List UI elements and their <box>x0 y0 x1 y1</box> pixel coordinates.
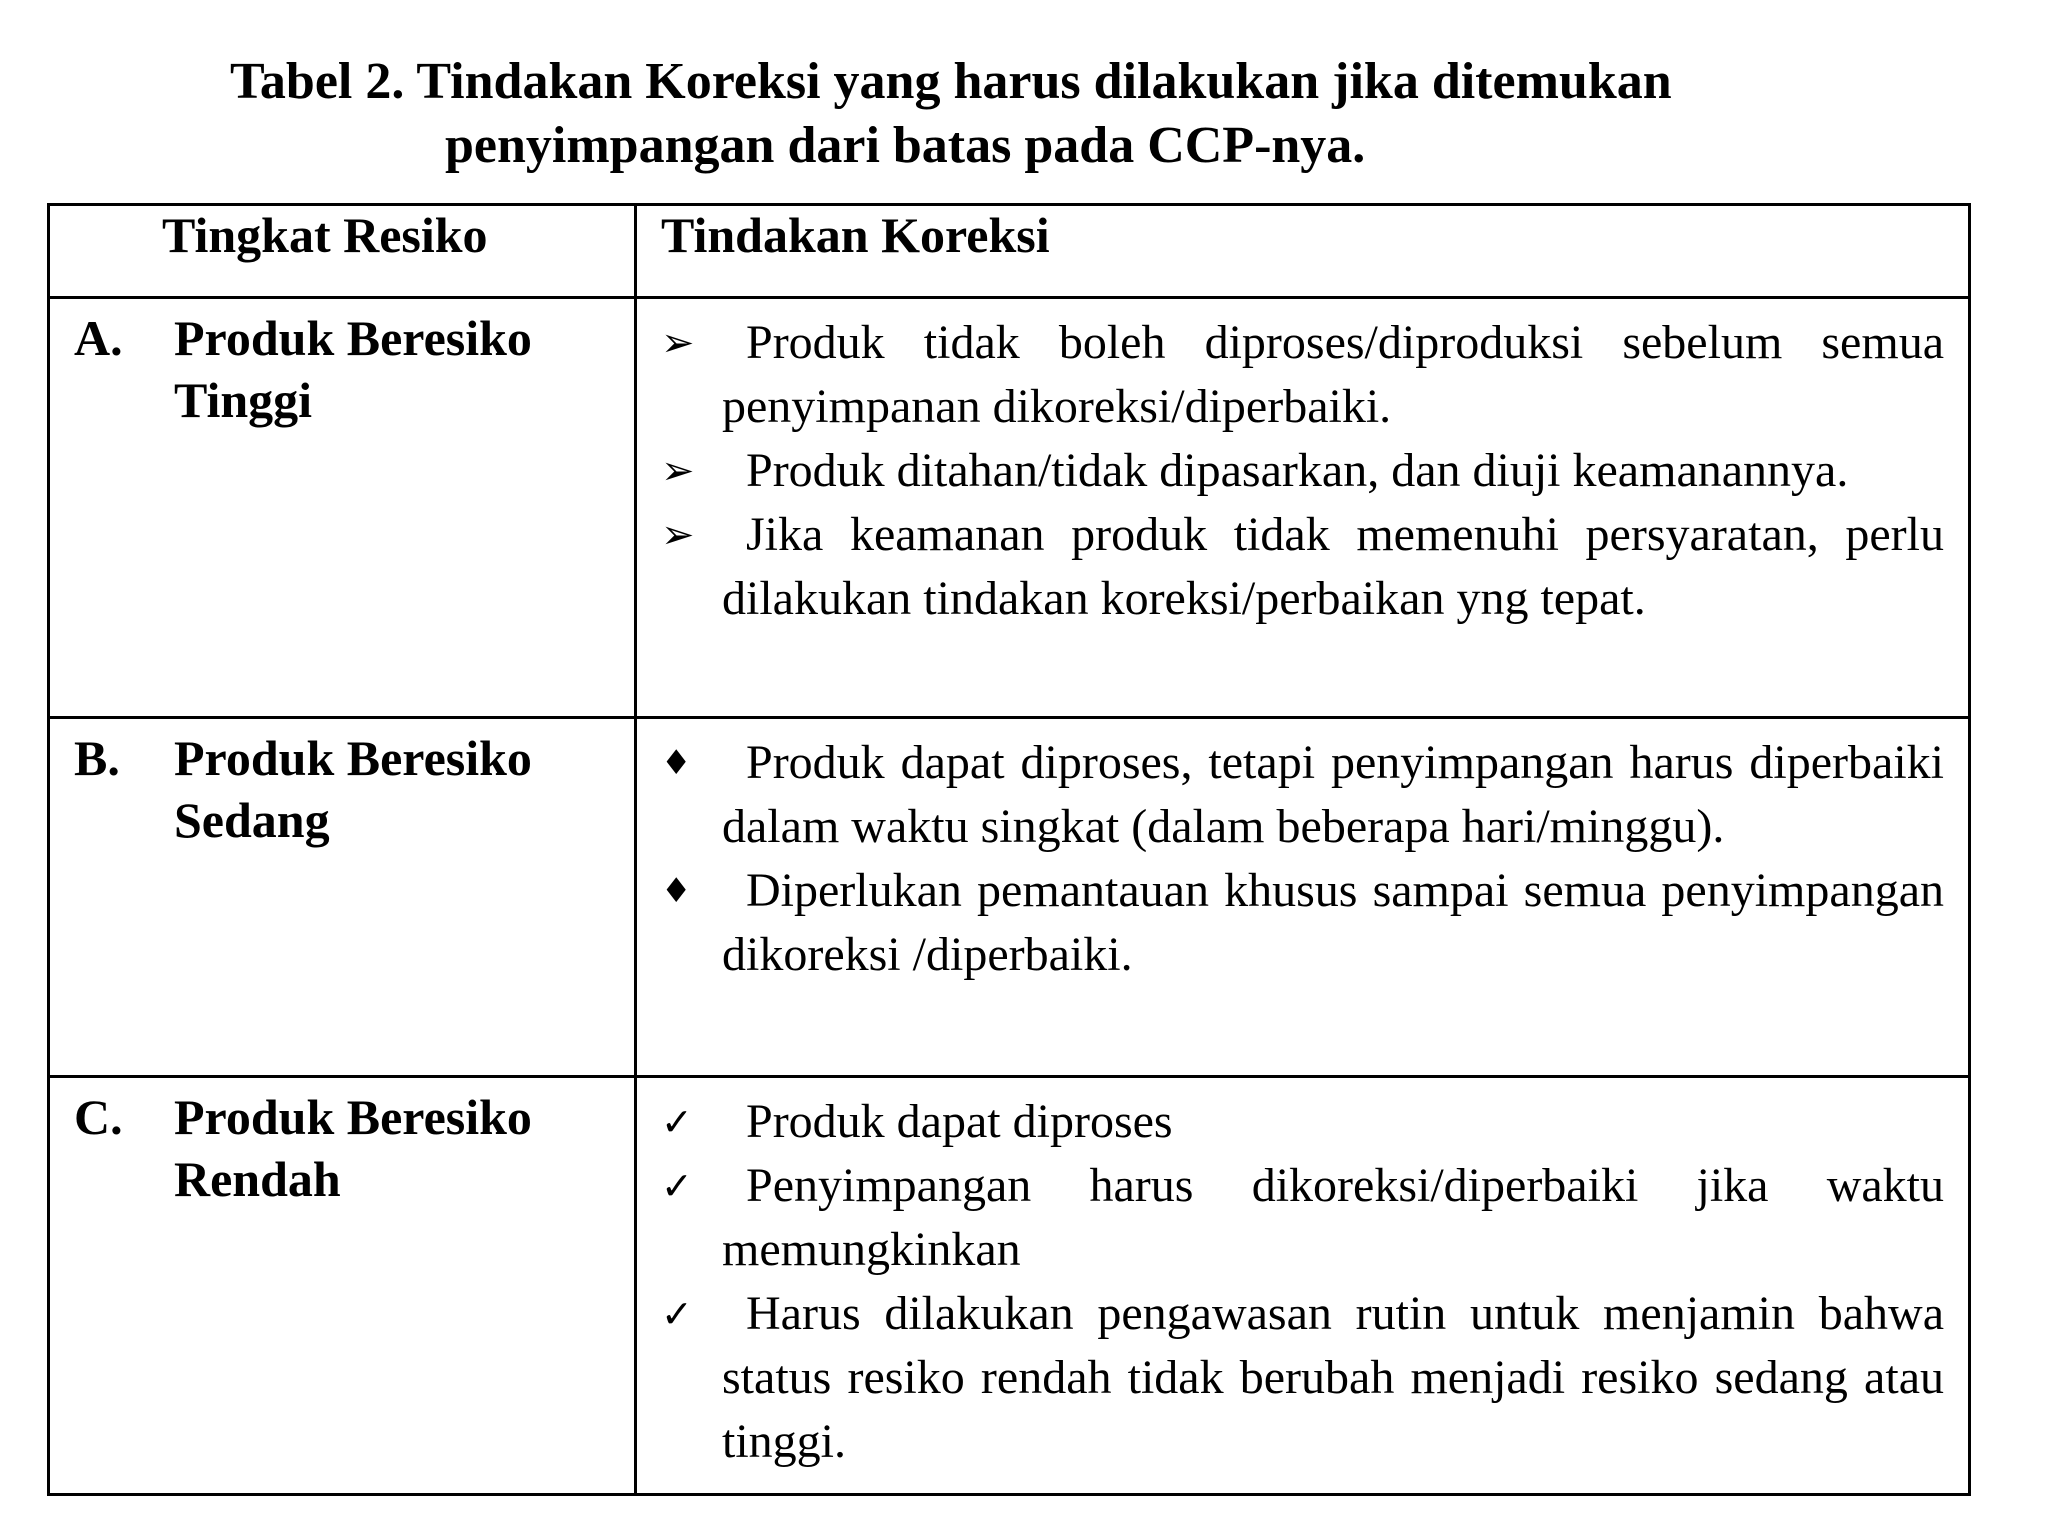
action-text: Jika keamanan produk tidak memenuhi persyaratan, perlu dilakukan tindakan koreksi/perbaikan yng tepat. <box>722 508 1944 625</box>
action-text: Produk dapat diproses, tetapi penyimpangan harus diperbaiki dalam waktu singkat (dalam beberapa hari/minggu). <box>722 736 1944 853</box>
action-item <box>661 859 1944 987</box>
actions-cell-c <box>636 1077 1970 1495</box>
risk-name-line-1: Produk Beresiko <box>174 730 532 786</box>
actions-cell-b <box>636 718 1970 1077</box>
table-row-medium-risk <box>49 718 1970 1077</box>
risk-name-line-1: Produk Beresiko <box>174 310 532 366</box>
arrowhead-bullet-icon: ➢ <box>661 320 695 366</box>
action-item <box>661 1154 1944 1282</box>
action-item <box>661 1282 1944 1474</box>
action-item <box>661 1090 1944 1154</box>
risk-letter: A. <box>74 310 123 366</box>
risk-name <box>174 307 634 431</box>
risk-name-line-1: Produk Beresiko <box>174 1089 532 1145</box>
risk-name-line-2: Rendah <box>174 1151 341 1207</box>
checkmark-bullet-icon: ✓ <box>661 1100 693 1144</box>
risk-cell-a <box>49 298 636 718</box>
risk-name <box>174 727 634 851</box>
arrowhead-bullet-icon: ➢ <box>661 448 695 494</box>
action-text: Penyimpangan harus dikoreksi/diperbaiki jika waktu memungkinkan <box>722 1159 1944 1276</box>
action-item <box>661 503 1944 631</box>
action-item <box>661 311 1944 439</box>
checkmark-bullet-icon: ✓ <box>661 1292 693 1336</box>
action-item <box>661 731 1944 859</box>
table-header-row <box>49 205 1970 298</box>
risk-letter: B. <box>74 730 120 786</box>
action-item <box>661 439 1944 503</box>
action-text: Produk ditahan/tidak dipasarkan, dan diuji keamanannya. <box>746 444 1849 497</box>
diamond-bullet-icon: ♦ <box>661 743 692 783</box>
action-text: Produk dapat diproses <box>746 1095 1173 1148</box>
caption-line-2: penyimpangan dari batas pada CCP-nya. <box>445 117 1366 174</box>
risk-name-line-2: Tinggi <box>174 372 313 428</box>
risk-letter: C. <box>74 1089 123 1145</box>
actions-cell-a <box>636 298 1970 718</box>
table-row-high-risk <box>49 298 1970 718</box>
checkmark-bullet-icon: ✓ <box>661 1164 693 1208</box>
risk-cell-c <box>49 1077 636 1495</box>
header-risk-level: Tingkat Resiko <box>49 205 636 298</box>
corrective-action-table <box>47 203 1971 1496</box>
action-text: Diperlukan pemantauan khusus sampai semua penyimpangan dikoreksi /diperbaiki. <box>722 864 1944 981</box>
caption-line-1: Tabel 2. Tindakan Koreksi yang harus dilakukan jika ditemukan <box>230 53 1672 110</box>
arrowhead-bullet-icon: ➢ <box>661 512 695 558</box>
diamond-bullet-icon: ♦ <box>661 871 692 911</box>
table-row-low-risk <box>49 1077 1970 1495</box>
risk-name <box>174 1086 634 1210</box>
risk-cell-b <box>49 718 636 1077</box>
action-text: Harus dilakukan pengawasan rutin untuk menjamin bahwa status resiko rendah tidak berubah menjadi resiko sedang atau tinggi. <box>722 1287 1944 1468</box>
header-corrective-action: Tindakan Koreksi <box>636 205 1970 298</box>
action-text: Produk tidak boleh diproses/diproduksi sebelum semua penyimpanan dikoreksi/diperbaiki. <box>722 316 1944 433</box>
risk-name-line-2: Sedang <box>174 792 330 848</box>
